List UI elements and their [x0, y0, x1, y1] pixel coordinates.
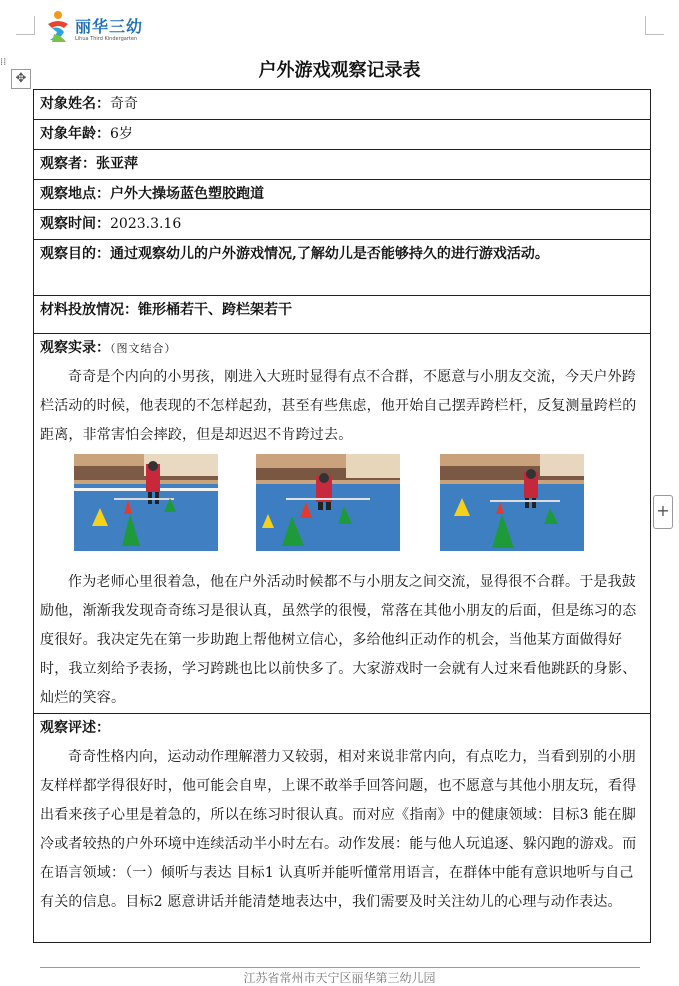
footer-divider	[40, 967, 640, 968]
location-value: 户外大操场蓝色塑胶跑道	[110, 186, 264, 202]
observer-value: 张亚萍	[96, 156, 138, 172]
logo-figure-icon	[46, 10, 70, 44]
photo-2-image	[256, 454, 400, 551]
review-label: 观察评述：	[40, 720, 110, 736]
record-paragraph-2: 作为老师心里很着急，他在户外活动时候都不与小朋友之间交流，显得很不合群。于是我鼓励他，渐渐我发现奇奇练习是很认真，虽然学的很慢，常落在其他小朋友的后面，但是练习的态度很好。我决定先在第一步助跑上帮他树立信心，多给他纠正动作的机会，当他某方面做得好时，我立刻给予表扬，学习跨跳也比以前快多了。大家游戏时一会就有人过来看他跳跃的身影、灿烂的笑容。	[40, 574, 637, 706]
age-value: 6岁	[110, 126, 133, 142]
time-label: 观察时间：	[40, 216, 110, 232]
crop-mark-top-left	[16, 16, 35, 35]
photo-1-image	[74, 454, 218, 551]
photo-row	[40, 454, 644, 562]
name-value: 奇奇	[110, 96, 138, 112]
page-title: 户外游戏观察记录表	[258, 60, 421, 81]
photo-3-image	[440, 454, 584, 551]
location-cell[interactable]	[34, 180, 651, 210]
table-move-handle-icon[interactable]: ✥	[11, 69, 31, 89]
time-value: 2023.3.16	[110, 216, 182, 232]
footer-text: 江苏省常州市天宁区丽华第三幼儿园	[243, 971, 436, 985]
material-value: 锥形桶若干、跨栏架若干	[138, 302, 292, 318]
location-label: 观察地点：	[40, 186, 110, 202]
add-column-plus-icon[interactable]: +	[653, 495, 673, 529]
record-hint: （图文结合）	[110, 342, 177, 355]
observer-cell[interactable]	[34, 150, 651, 180]
crop-mark-top-right	[645, 16, 664, 35]
observer-label: 观察者：	[40, 156, 96, 172]
drag-dots-icon[interactable]: ⁞⁞	[0, 57, 7, 68]
review-paragraph: 奇奇性格内向，运动动作理解潜力又较弱，相对来说非常内向，有点吃力，当看到别的小朋友样样都学得很好时，他可能会自卑，上课不敢举手回答问题，也不愿意与其他小朋友玩，看得出看来孩子心里是着急的，所以在练习时很认真。而对应《指南》中的健康领域：目标3 能在脚冷或者较热的户外环境中连续活动半小时左右。动作发展：能与他人玩追逐、躲闪跑的游戏。而在语言领域：（一）倾听与表达 目标1 认真听并能听懂常用语言，在群体中能有意识地听与自己有关的信息。目标2 愿意讲话并能清楚地表达中，我们需要及时关注幼儿的心理与动作表达。	[40, 749, 637, 910]
photo-2	[256, 454, 400, 551]
record-label: 观察实录：	[40, 340, 110, 356]
observation-table	[33, 89, 651, 943]
record-cell[interactable]	[34, 334, 651, 714]
purpose-cell[interactable]	[34, 240, 651, 296]
review-cell[interactable]	[34, 714, 651, 943]
name-cell[interactable]	[34, 90, 651, 120]
material-cell[interactable]	[34, 296, 651, 334]
photo-1	[74, 454, 218, 551]
photo-3	[440, 454, 584, 551]
age-label: 对象年龄：	[40, 126, 110, 142]
kindergarten-logo	[46, 8, 146, 48]
record-paragraph-1: 奇奇是个内向的小男孩，刚进入大班时显得有点不合群，不愿意与小朋友交流，今天户外跨栏活动的时候，他表现的不怎样起劲，甚至有些焦虑，他开始自己摆弄跨栏杆，反复测量跨栏的距离，非常害怕会摔跤，但是却迟迟不肯跨过去。	[40, 369, 637, 443]
purpose-label: 观察目的：	[40, 246, 110, 262]
logo-subtitle: Lihua Third Kindergarten	[75, 36, 138, 42]
age-cell[interactable]	[34, 120, 651, 150]
time-cell[interactable]	[34, 210, 651, 240]
name-label: 对象姓名：	[40, 96, 110, 112]
purpose-value: 通过观察幼儿的户外游戏情况,了解幼儿是否能够持久的进行游戏活动。	[110, 246, 549, 262]
logo-name: 丽华三幼	[75, 17, 144, 36]
material-label: 材料投放情况：	[40, 302, 138, 318]
